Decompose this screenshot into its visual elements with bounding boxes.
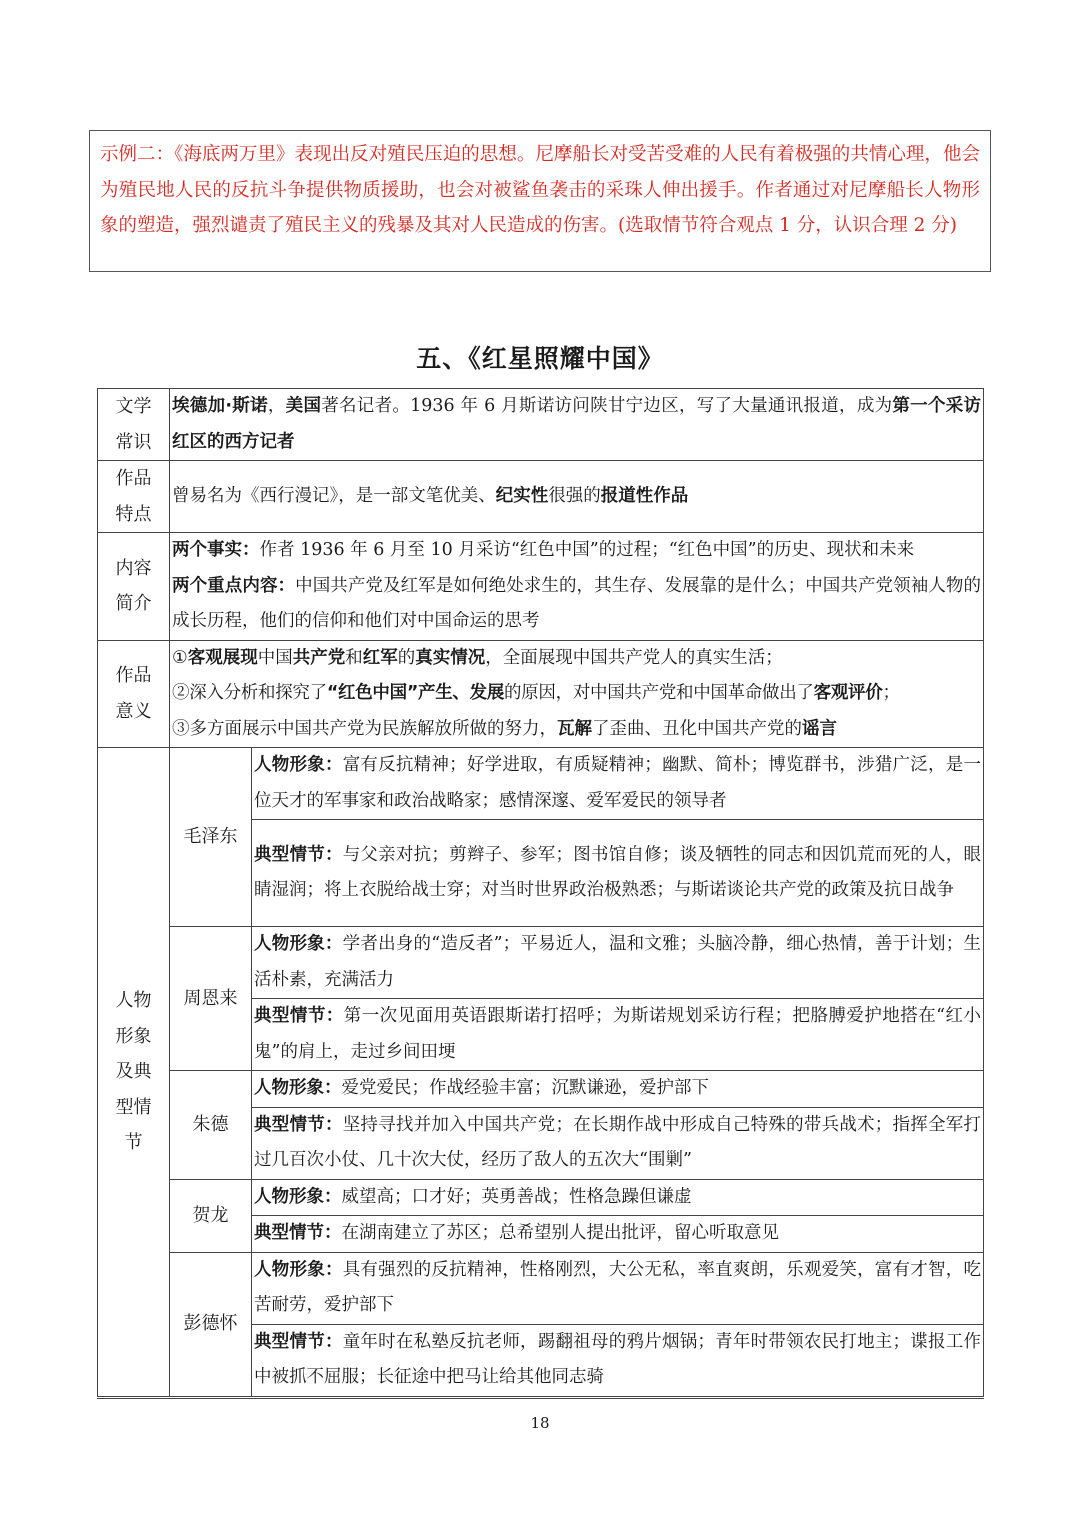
row-significance: [98, 640, 984, 748]
keyword: 人物形象：: [254, 755, 343, 775]
label-line: 节: [124, 1132, 143, 1153]
character-image-cell: [252, 1179, 984, 1216]
text-fragment: ；: [882, 683, 900, 703]
keyword: 典型情节：: [254, 1006, 344, 1026]
label-line: 文学: [115, 396, 152, 417]
label-line: 作品: [115, 665, 152, 687]
text-fragment: 童年时在私塾反抗老师，踢翻祖母的鸦片烟锅；青年时带领农民打地主；谍报工作中被抓不屈服；长征途中把马让给其他同志骑: [254, 1331, 981, 1387]
character-plot-cell: [252, 820, 984, 927]
text-fragment: 中国: [257, 647, 293, 668]
text-fragment: 曾易名为《西行漫记》，是一部文笔优美、: [172, 485, 496, 506]
label-significance: [98, 640, 170, 748]
label-line: 及典: [115, 1061, 152, 1082]
row-work-features: [98, 461, 984, 533]
text-fragment: 坚持寻找并加入中国共产党；在长期作战中形成自己特殊的带兵战术；指挥全军打过几百次小仗、几十次大仗，经历了敌人的五次大“围剿”: [254, 1114, 981, 1170]
keyword: 客观评价: [813, 683, 883, 703]
label-line: 形象: [115, 1025, 152, 1047]
text-fragment: 中国共产党及红军是如何绝处求生的，其生存、发展靠的是什么；中国共产党领袖人物的成长历程，他们的信仰和他们对中国命运的思考: [172, 575, 981, 631]
text-fragment: 作者 1936 年 6 月至 10 月采访“红色中国”的过程；“红色中国”的历史、现状和未来: [259, 540, 915, 560]
keyword: 人物形象：: [254, 1259, 343, 1280]
book-summary-table: [97, 388, 984, 1397]
content-significance: [170, 640, 984, 748]
label-line: 作品: [115, 468, 152, 489]
text-fragment: 在湖南建立了苏区；总希望别人提出批评，留心听取意见: [341, 1223, 779, 1243]
content-literary-knowledge: [170, 389, 984, 461]
keyword: 谣言: [802, 718, 837, 739]
text-fragment: 富有反抗精神；好学进取，有质疑精神；幽默、简朴；博览群书，涉猎广泛，是一位天才的军事家和政治战略家；感情深邃、爱军爱民的领导者: [254, 755, 981, 811]
row-character-image: [98, 1071, 984, 1108]
character-name: 周恩来: [170, 927, 252, 1071]
author-name: 埃德加·斯诺: [172, 396, 268, 416]
keyword: 两个事实：: [172, 540, 260, 560]
character-image-cell: [252, 1071, 984, 1108]
character-name: 贺龙: [170, 1179, 252, 1252]
keyword: 典型情节：: [254, 1223, 342, 1243]
content-work-features: [170, 461, 984, 533]
keyword: 报道性作品: [600, 485, 689, 506]
row-character-image: [98, 748, 984, 820]
footer-divider: [97, 1398, 984, 1399]
character-name: 毛泽东: [170, 748, 252, 927]
label-characters: [98, 748, 170, 1397]
keyword: 人物形象：: [254, 934, 343, 954]
label-line: 特点: [115, 503, 152, 525]
label-line: 简介: [115, 593, 152, 615]
keyword: 典型情节：: [254, 1114, 343, 1135]
text-fragment: ③多方面展示中国共产党为民族解放所做的努力，: [172, 718, 557, 739]
row-character-image: [98, 927, 984, 999]
text-fragment: 了歪曲、丑化中国共产党的: [592, 718, 802, 739]
text-fragment: 的: [397, 647, 416, 668]
keyword: 两个重点内容：: [172, 575, 296, 596]
text-fragment: 爱党爱民；作战经验丰富；沉默谦逊，爱护部下: [341, 1078, 709, 1098]
keyword: 纪实性: [495, 485, 549, 506]
character-image-cell: [252, 927, 984, 999]
label-line: 型情: [115, 1096, 152, 1118]
character-image-cell: [252, 748, 984, 820]
keyword: 瓦解: [557, 718, 592, 739]
keyword: 典型情节：: [254, 1331, 343, 1352]
keyword: 真实情况: [415, 647, 486, 668]
content-summary: [170, 533, 984, 641]
example-answer-box: [89, 130, 991, 272]
character-image-cell: [252, 1252, 984, 1324]
label-literary-knowledge: [98, 389, 170, 461]
text-fragment: ①: [172, 647, 188, 668]
text-fragment: ②深入分析和探究了: [172, 683, 327, 703]
text-fragment: 著名记者。1936 年 6 月斯诺访问陕甘宁边区，写了大量通讯报道，成为: [321, 396, 893, 416]
row-literary-knowledge: [98, 389, 984, 461]
key-achievement: 第一个采访红区的西方记者: [172, 396, 982, 452]
keyword: 人物形象：: [254, 1186, 342, 1207]
character-name: 朱德: [170, 1071, 252, 1180]
section-title: 五、《红星照耀中国》: [416, 344, 664, 373]
keyword: 红军: [362, 647, 398, 668]
row-content-summary: [98, 533, 984, 641]
character-plot-cell: [252, 1216, 984, 1253]
example-answer-text: 示例二：《海底两万里》表现出反对殖民压迫的思想。尼摩船长对受苦受难的人民有着极强的共情心理，他会为殖民地人民的反抗斗争提供物质援助，也会对被鲨鱼袭击的采珠人伸出援手。作者通过对尼摩船长人物形象的塑造，强烈谴责了殖民主义的残暴及其对人民造成的伤害。(选取情节符合观点 1 分，认识合理 2 分): [100, 144, 980, 236]
text-fragment: 威望高；口才好；英勇善战；性格急躁但谦虚: [341, 1186, 692, 1207]
label-line: 人物: [115, 990, 152, 1011]
page-number: 18: [530, 1414, 550, 1432]
text-fragment: 第一次见面用英语跟斯诺打招呼；为斯诺规划采访行程；把胳膊爱护地搭在“红小鬼”的肩上，走过乡间田埂: [254, 1006, 982, 1062]
label-work-features: [98, 461, 170, 533]
keyword: “红色中国”产生、发展: [326, 683, 505, 703]
keyword: 共产党: [292, 647, 346, 668]
text-fragment: 和: [345, 647, 363, 668]
row-character-image: [98, 1252, 984, 1324]
text-fragment: 的原因，对中国共产党和中国革命做出了: [504, 683, 814, 703]
text-fragment: 很强的: [548, 485, 601, 506]
character-plot-cell: [252, 999, 984, 1071]
keyword: 典型情节：: [254, 844, 343, 865]
row-character-image: [98, 1179, 984, 1216]
text-fragment: ，全面展现中国共产党人的真实生活；: [485, 647, 783, 668]
character-plot-cell: [252, 1107, 984, 1179]
author-nationality: 美国: [285, 396, 322, 416]
text-fragment: 具有强烈的反抗精神，性格刚烈，大公无私，率直爽朗，乐观爱笑，富有才智，吃苦耐劳，爱护部下: [254, 1259, 981, 1315]
keyword: 客观展现: [187, 647, 258, 668]
character-name: 彭德怀: [170, 1252, 252, 1396]
keyword: 人物形象：: [254, 1078, 342, 1098]
label-line: 内容: [115, 557, 152, 579]
text-fragment: ，: [267, 396, 286, 416]
label-line: 常识: [115, 431, 152, 453]
text-fragment: 学者出身的“造反者”；平易近人，温和文雅；头脑冷静，细心热情，善于计划；生活朴素，充满活力: [254, 934, 982, 990]
character-plot-cell: [252, 1324, 984, 1396]
label-content-summary: [98, 533, 170, 641]
text-fragment: 与父亲对抗；剪辫子、参军；图书馆自修；谈及牺牲的同志和因饥荒而死的人，眼睛湿润；将上衣脱给战士穿；对当时世界政治极熟悉；与斯诺谈论共产党的政策及抗日战争: [254, 844, 981, 900]
label-line: 意义: [115, 700, 152, 722]
